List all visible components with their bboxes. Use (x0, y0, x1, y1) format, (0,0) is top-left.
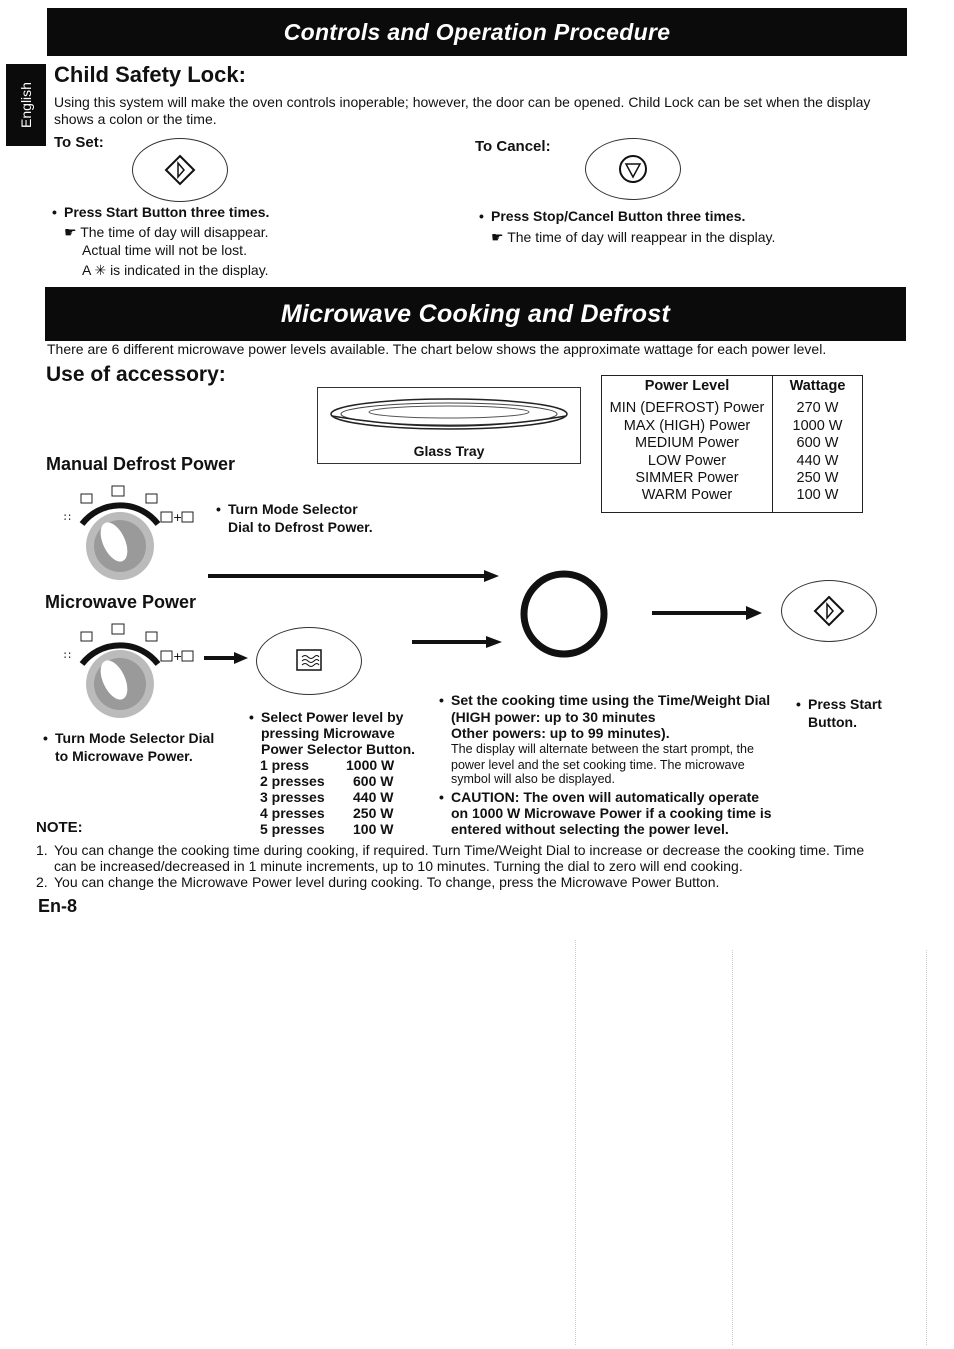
press-start-line1: • Press Start (808, 696, 882, 712)
cook-time-note1: The display will alternate between the start prompt, the (451, 742, 754, 756)
cook-time-note3: symbol will also be displayed. (451, 772, 615, 786)
set-note-1: ☛ The time of day will disappear. (64, 224, 269, 240)
arrow-right-icon (208, 568, 500, 584)
microwave-waves-icon (257, 628, 361, 694)
start-button-icon (781, 580, 877, 642)
note-1-line-b: can be increased/decreased in 1 minute increments, up to 10 minutes. Turning the dial to zero will end cooking. (54, 858, 743, 874)
defrost-mode-dial-icon (60, 484, 202, 582)
power-level-list: MIN (DEFROST) Power MAX (HIGH) Power MEDIUM Power LOW Power SIMMER Power WARM Power (602, 398, 773, 512)
set-step: • Press Start Button three times. (64, 204, 269, 220)
to-cancel-label: To Cancel: (475, 138, 551, 155)
child-lock-intro: Using this system will make the oven controls inoperable; however, the door can be opened. Child Lock can be set when the display shows a colon or the time. (54, 94, 871, 127)
set-note-2: Actual time will not be lost. (82, 242, 247, 258)
section-banner-controls: Controls and Operation Procedure (47, 8, 907, 56)
start-diamond-icon (133, 139, 227, 201)
microwave-power-title: Microwave Power (45, 592, 197, 612)
note-1-line-a: You can change the cooking time during cooking, if required. Turn Time/Weight Dial to increase or decrease the cooking time. Time (54, 842, 865, 858)
defrost-step-line2: Dial to Defrost Power. (228, 519, 373, 535)
divider (575, 940, 576, 1345)
glass-tray-label: Glass Tray (413, 443, 485, 459)
stop-button-icon (585, 138, 681, 200)
press-list (260, 757, 394, 837)
svg-text:+: + (173, 650, 183, 663)
power-level-table (601, 375, 863, 513)
svg-text:∷: ∷ (64, 511, 71, 524)
divider (732, 950, 733, 1345)
note-2-number: 2. (36, 874, 48, 890)
divider (926, 950, 927, 1345)
cancel-step: • Press Stop/Cancel Button three times. (491, 208, 745, 224)
note-label: NOTE: (36, 819, 83, 836)
page-number: En-8 (38, 896, 78, 916)
select-step-line2: pressing Microwave (261, 725, 395, 741)
cook-time-line1: • Set the cooking time using the Time/Weight Dial (451, 692, 770, 708)
table-header-wattage: Wattage (773, 376, 863, 399)
manual-defrost-title: Manual Defrost Power (46, 454, 236, 474)
wattage-list: 270 W 1000 W 600 W 440 W 250 W 100 W (773, 398, 863, 512)
caution-line3: entered without selecting the power level. (451, 821, 729, 837)
note-1-number: 1. (36, 842, 48, 858)
svg-text:∷: ∷ (64, 649, 71, 662)
caution-line1: • CAUTION: The oven will automatically operate (451, 789, 759, 805)
arrow-right-icon (204, 651, 248, 665)
cook-time-note2: power level and the set cooking time. The microwave (451, 758, 745, 772)
cook-time-line2: (HIGH power: up to 30 minutes (451, 709, 656, 725)
pointer-icon: ☛ (64, 224, 77, 240)
accessory-title: Use of accessory: (46, 363, 226, 386)
glass-tray-figure (317, 387, 581, 464)
select-step-line1: • Select Power level by (261, 709, 403, 725)
set-note-3: A ✳ is indicated in the display. (82, 262, 269, 278)
arrow-right-icon (412, 634, 502, 650)
glass-tray-icon (318, 388, 580, 444)
power-intro: There are 6 different microwave power levels available. The chart below shows the approximate wattage for each power level. (47, 341, 827, 357)
language-tab: English (6, 64, 46, 146)
zero-display-icon (518, 568, 612, 660)
cook-time-line3: Other powers: up to 99 minutes). (451, 725, 670, 741)
note-2-text: You can change the Microwave Power level during cooking. To change, press the Microwave Power Button. (54, 874, 720, 890)
list-item: 1 press 1000 W (260, 757, 395, 773)
section-banner-microwave: Microwave Cooking and Defrost (45, 287, 906, 341)
start-button-icon (132, 138, 228, 202)
dial-step-line1: • Turn Mode Selector Dial (55, 730, 214, 746)
microwave-mode-dial-icon (60, 622, 202, 720)
start-diamond-icon (782, 581, 876, 641)
dial-step-line2: to Microwave Power. (55, 748, 193, 764)
list-item: 3 presses 440 W (260, 789, 394, 805)
list-item: 5 presses 100 W (260, 821, 394, 837)
list-item: 2 presses 600 W (260, 773, 394, 789)
table-header-power-level: Power Level (602, 376, 773, 399)
pointer-icon: ☛ (491, 229, 504, 245)
defrost-step-line1: • Turn Mode Selector (228, 501, 358, 517)
microwave-button-icon (256, 627, 362, 695)
stop-cancel-icon (586, 139, 680, 199)
arrow-right-icon (652, 604, 762, 622)
svg-text:+: + (173, 511, 183, 524)
cancel-note: ☛ The time of day will reappear in the display. (491, 229, 776, 245)
press-start-line2: Button. (808, 714, 857, 730)
select-step-line3: Power Selector Button. (261, 741, 416, 757)
child-lock-title: Child Safety Lock: (54, 62, 246, 87)
caution-line2: on 1000 W Microwave Power if a cooking time is (451, 805, 772, 821)
to-set-label: To Set: (54, 134, 104, 151)
list-item: 4 presses 250 W (260, 805, 394, 821)
